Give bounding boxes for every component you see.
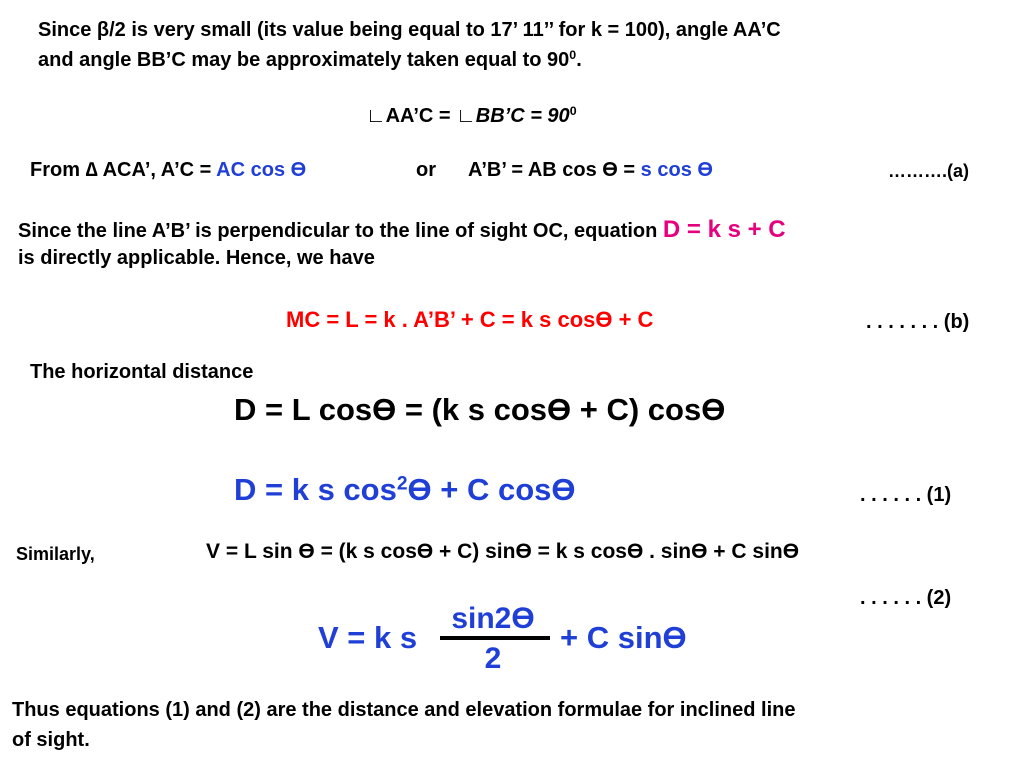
mc-equation: MC = L = k . A’B’ + C = k s cosƟ + C — [286, 307, 654, 332]
ab-cos-theta: A’B’ = AB cos Ɵ — [468, 159, 618, 181]
equation-tag-1: . . . . . . (1) — [860, 484, 952, 506]
equation-tag-2: . . . . . . (2) — [860, 587, 952, 609]
perpendicular-text: Since the line A’B’ is perpendicular to the line of sight OC, equation — [18, 220, 663, 242]
conclusion-line-1: Thus equations (1) and (2) are the distance and elevation formulae for inclined line — [12, 699, 796, 721]
fraction-numerator: sin2Ɵ — [451, 602, 535, 635]
ab-equation — [468, 156, 713, 184]
from-triangle-line — [30, 156, 306, 184]
fraction-bar — [440, 636, 550, 640]
cos-squared-superscript: 2 — [396, 473, 408, 495]
perpendicular-line-2: is directly applicable. Hence, we have — [18, 247, 375, 269]
intro-line-1: Since β/2 is very small (its value being equal to 17’ 11’’ for k = 100), angle AA’C — [38, 19, 781, 41]
v-equation-final — [318, 602, 718, 682]
equals-sign: = — [617, 159, 641, 181]
s-cos-theta: s cos Ɵ — [640, 159, 713, 181]
horizontal-distance-label: The horizontal distance — [30, 361, 254, 383]
angle-equation-left: ∟AA’C = ∟ — [366, 105, 476, 127]
v-final-left: V = k s — [318, 620, 418, 655]
intro-line-2-text: and angle BB’C may be approximately taken equal to 90 — [38, 49, 570, 71]
angle-degree-superscript: 0 — [569, 104, 577, 119]
fraction-denominator: 2 — [484, 642, 502, 675]
conclusion-line-2: of sight. — [12, 729, 90, 751]
ac-cos-theta: AC cos Ɵ — [216, 159, 307, 181]
intro-line-2 — [38, 46, 582, 74]
equation-tag-a: ……….(a) — [888, 161, 969, 181]
stadia-equation: D = k s + C — [662, 216, 786, 243]
equation-tag-b: . . . . . . . (b) — [866, 311, 970, 333]
d-equation-final — [234, 472, 576, 508]
v-final-right: + C sinƟ — [560, 620, 687, 655]
d-equation-1: D = L cosƟ = (k s cosƟ + C) cosƟ — [234, 392, 726, 427]
d-final-right: Ɵ + C cosƟ — [407, 472, 576, 507]
from-text: From ∆ ACA’, A’C = — [30, 159, 217, 181]
d-final-left: D = k s cos — [234, 472, 397, 507]
perpendicular-line-1 — [18, 216, 786, 245]
degree-superscript: 0 — [569, 48, 577, 63]
v-equation-1: V = L sin Ɵ = (k s cosƟ + C) sinƟ = k s cosƟ . sinƟ + C sinƟ — [206, 540, 800, 563]
angle-equation — [366, 102, 577, 130]
similarly-label: Similarly, — [16, 544, 95, 564]
intro-line-2-end: . — [576, 49, 582, 71]
angle-equation-right: BB’C = 90 — [475, 105, 570, 127]
or-word: or — [416, 159, 436, 181]
